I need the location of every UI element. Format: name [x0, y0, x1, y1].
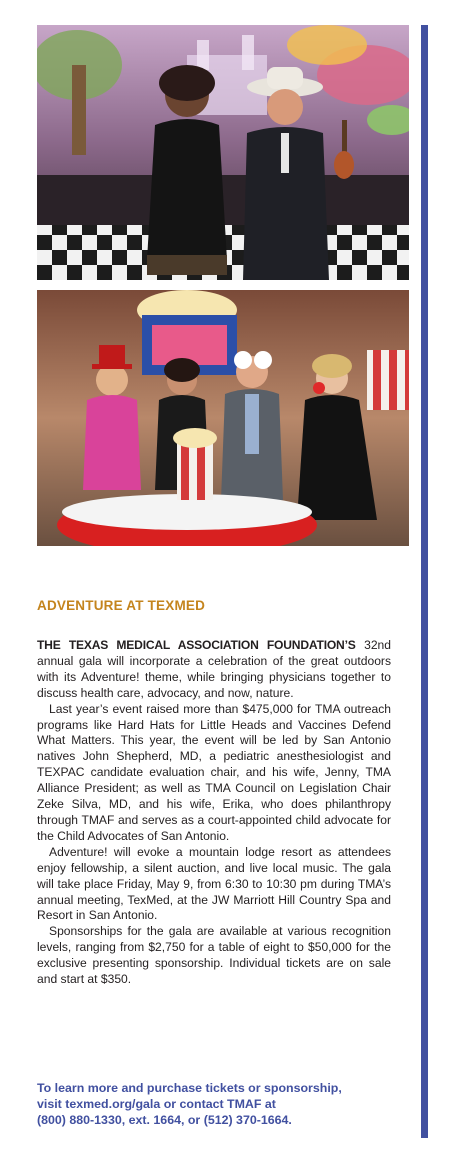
- accent-vertical-rule: [421, 25, 428, 1138]
- article-paragraph-1-text: 32nd annual gala will incorporate a celebration of the great outdoors with its Adventure! theme, while bringing physicians together to discuss health care, advocacy, and now, nature.: [37, 638, 391, 700]
- article-paragraph-3: Adventure! will evoke a mountain lodge resort as attendees enjoy fellowship, a silent auction, and live local music. The gala will take place Friday, May 9, from 6:30 to 10:30 pm during TMA’s annual meeting, TexMed, at the JW Marriott Hill Country Spa and Resort in San Antonio.: [37, 844, 391, 923]
- cta-line-3: (800) 880-1330, ext. 1664, or (512) 370-1664.: [37, 1112, 292, 1127]
- gala-photo-two-guests: [37, 25, 409, 280]
- cta-line-1: To learn more and purchase tickets or sponsorship,: [37, 1081, 342, 1095]
- gala-photo-photo-booth-group: [37, 290, 409, 546]
- article-lead-in: THE TEXAS MEDICAL ASSOCIATION FOUNDATION’S: [37, 638, 356, 652]
- cta-line-2: visit texmed.org/gala or contact TMAF at: [37, 1096, 276, 1111]
- article-heading: ADVENTURE AT TEXMED: [37, 598, 206, 613]
- article-paragraph-4: Sponsorships for the gala are available at various recognition levels, ranging from $2,750 for a table of eight to $50,000 for the exclusive presenting sponsorship. Individual tickets are on sale and start at $350.: [37, 924, 391, 987]
- gala-photo-two-guests-image: [37, 25, 409, 280]
- article-paragraph-2: Last year’s event raised more than $475,000 for TMA outreach programs like Hard Hats for Little Heads and Vaccines Defend What Matters. This year, the event will be led by San Antonio natives John Shepherd, MD, a pediatric anesthesiologist and TEXPAC candidate evaluation chair, and his wife, Jenny, TMA Alliance President; as well as TMA Council on Legislation Chair Zeke Silva, MD, and his wife, Erika, who does philanthropy through TMAF and serves as a court-appointed child advocate for the Child Advocates of San Antonio.: [37, 701, 391, 843]
- gala-photo-photo-booth-group-image: [37, 290, 409, 546]
- article-body: [37, 638, 391, 988]
- call-to-action: [37, 1081, 409, 1128]
- article-paragraph-1: [37, 638, 391, 702]
